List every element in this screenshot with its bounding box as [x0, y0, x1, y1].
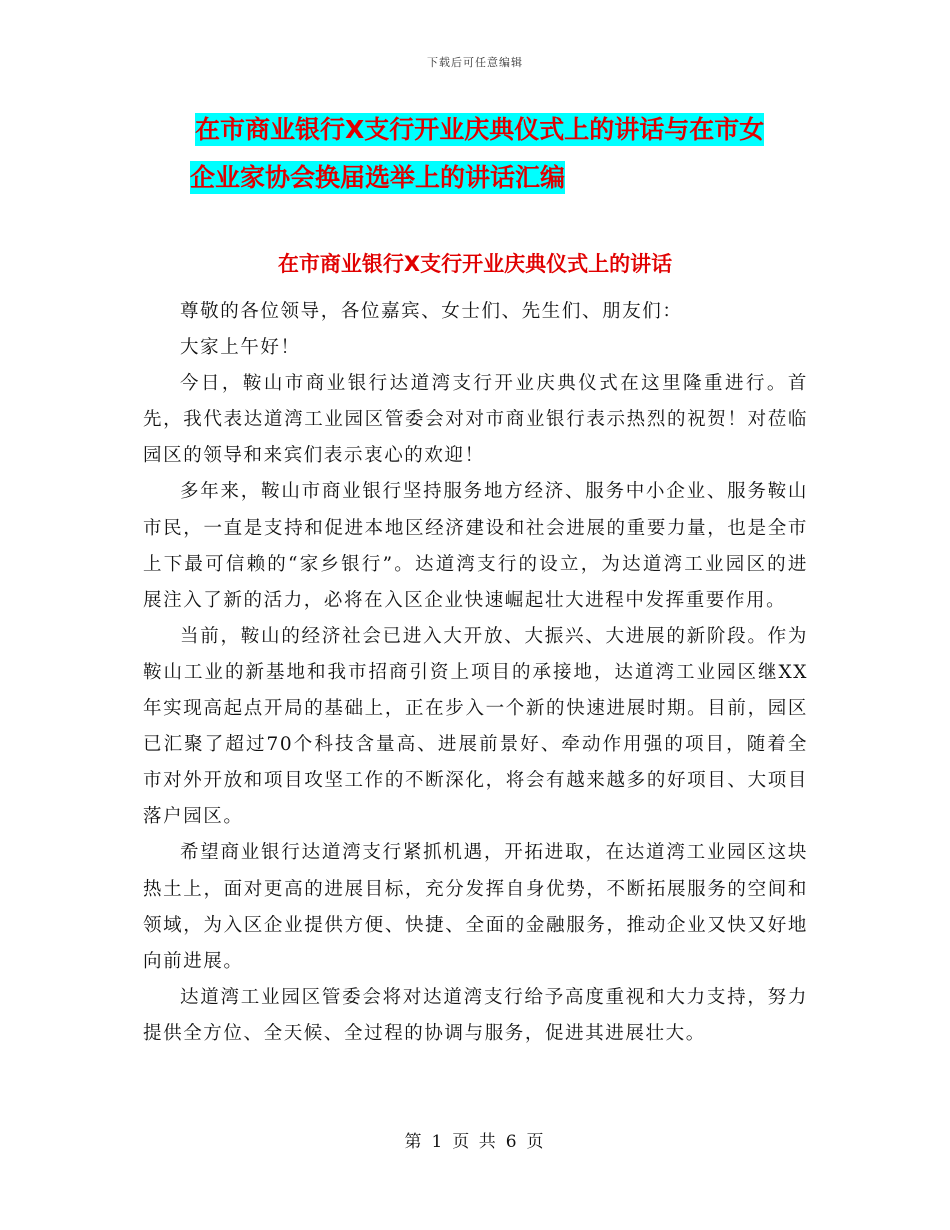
page-footer	[0, 1127, 950, 1152]
document-title	[190, 106, 815, 202]
speech-body	[143, 294, 808, 1052]
page-number: 1	[431, 1132, 445, 1152]
page-total: 6	[505, 1132, 519, 1152]
header-note: 下载后可任意编辑	[427, 56, 523, 69]
footer-prefix: 第	[404, 1132, 424, 1152]
paragraph-greeting: 大家上午好！	[180, 337, 301, 359]
section-title: 在市商业银行X支行开业庆典仪式上的讲话	[277, 252, 673, 276]
paragraph: 希望商业银行达道湾支行紧抓机遇，开拓进取，在达道湾工业园区这块热土上，面对更高的进展目标，充分发挥自身优势，不断拓展服务的空间和领域，为入区企业提供方便、快捷、全面的金融服务，推动企业又快又好地向前进展。	[143, 842, 808, 972]
paragraph: 达道湾工业园区管委会将对达道湾支行给予高度重视和大力支持，努力提供全方位、全天候、全过程的协调与服务，促进其进展壮大。	[143, 986, 808, 1044]
document-title-line1: 在市商业银行X支行开业庆典仪式上的讲话与在市女	[195, 115, 765, 144]
document-title-line2: 企业家协会换届选举上的讲话汇编	[190, 163, 566, 192]
paragraph: 当前，鞍山的经济社会已进入大开放、大振兴、大进展的新阶段。作为鞍山工业的新基地和我市招商引资上项目的承接地，达道湾工业园区继XX年实现高起点开局的基础上，正在步入一个新的快速进展时期。目前，园区已汇聚了超过70个科技含量高、进展前景好、牵动作用强的项目，随着全市对外开放和项目攻坚工作的不断深化，将会有越来越多的好项目、大项目落户园区。	[143, 625, 808, 828]
footer-mid: 页 共	[452, 1132, 498, 1152]
footer-suffix: 页	[526, 1132, 546, 1152]
paragraph: 今日，鞍山市商业银行达道湾支行开业庆典仪式在这里隆重进行。首先，我代表达道湾工业园区管委会对对市商业银行表示热烈的祝贺！对莅临园区的领导和来宾们表示衷心的欢迎！	[143, 373, 808, 467]
paragraph-salutation: 尊敬的各位领导，各位嘉宾、女士们、先生们、朋友们：	[180, 301, 683, 322]
paragraph: 多年来，鞍山市商业银行坚持服务地方经济、服务中小企业、服务鞍山市民，一直是支持和促进本地区经济建设和社会进展的重要力量，也是全市上下最可信赖的“家乡银行”。达道湾支行的设立，为达道湾工业园区的进展注入了新的活力，必将在入区企业快速崛起壮大进程中发挥重要作用。	[143, 481, 808, 611]
